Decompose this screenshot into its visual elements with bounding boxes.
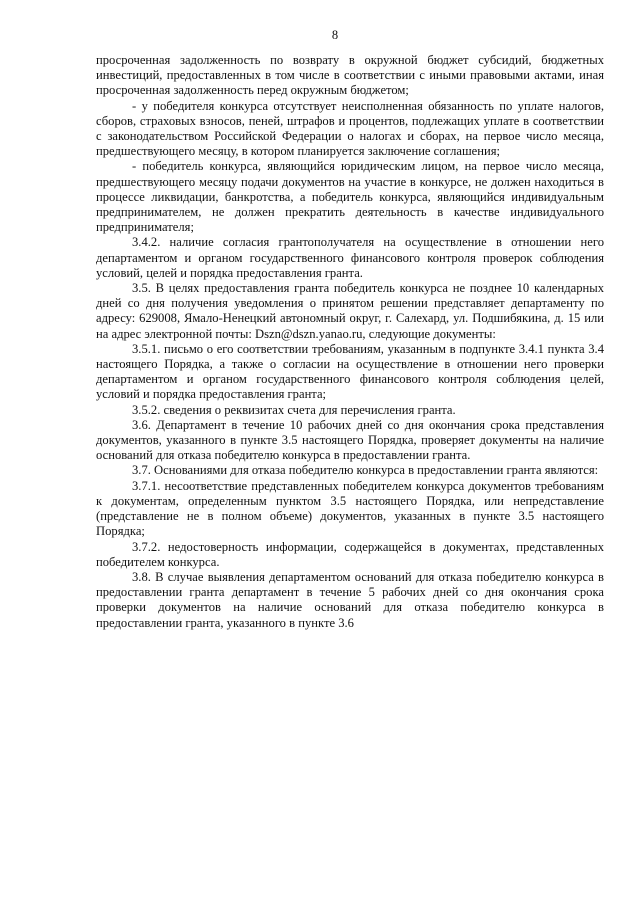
- document-body: [96, 53, 604, 631]
- paragraph: 3.5.1. письмо о его соответствии требованиям, указанным в подпункте 3.4.1 пункта 3.4 настоящего Порядка, а также о согласии на осуществление в отношении него проверки департаментом и органом государственного финансового контроля соблюдения целей, условий и порядка предоставления гранта;: [96, 341, 604, 402]
- paragraph: - у победителя конкурса отсутствует неисполненная обязанность по уплате налогов, сборов, страховых взносов, пеней, штрафов и процентов, подлежащих уплате в соответствии с законодательством Российской Федерации о налогах и сборах, на первое число месяца, предшествующего месяцу, в котором планируется заключение соглашения;: [96, 98, 604, 159]
- paragraph: - победитель конкурса, являющийся юридическим лицом, на первое число месяца, предшествующего месяцу подачи документов на участие в конкурсе, не должен находиться в процессе ликвидации, банкротства, а победитель конкурса, являющийся индивидуальным предпринимателем, не должен прекратить деятельность в качестве индивидуального предпринимателя;: [96, 159, 604, 235]
- paragraph: 3.6. Департамент в течение 10 рабочих дней со дня окончания срока представления документов, указанного в пункте 3.5 настоящего Порядка, проверяет документы на наличие оснований для отказа победителю конкурса в предоставлении гранта.: [96, 417, 604, 463]
- page-number: 8: [331, 28, 339, 42]
- paragraph: просроченная задолженность по возврату в окружной бюджет субсидий, бюджетных инвестиций, предоставленных в том числе в соответствии с иными правовыми актами, иная просроченная задолженность перед окружным бюджетом;: [96, 53, 604, 98]
- paragraph: 3.4.2. наличие согласия грантополучателя на осуществление в отношении него департаментом и органом государственного финансового контроля проверок соблюдения условий, целей и порядка предоставления гранта.: [96, 235, 604, 280]
- paragraph: 3.8. В случае выявления департаментом оснований для отказа победителю конкурса в предоставлении гранта департамент в течение 5 рабочих дней со дня окончания срока проверки документов на наличие оснований для отказа победителю конкурса в предоставлении гранта, указанного в пункте 3.6: [96, 569, 604, 630]
- paragraph: 3.5.2. сведения о реквизитах счета для перечисления гранта.: [132, 402, 456, 417]
- paragraph: 3.7.1. несоответствие представленных победителем конкурса документов требованиям к документам, определенным пунктом 3.5 настоящего Порядка, или непредставление (представление не в полном объеме) документов, указанных в пункте 3.5 настоящего Порядка;: [96, 478, 604, 539]
- paragraph: 3.7. Основаниями для отказа победителю конкурса в предоставлении гранта являются:: [132, 463, 599, 478]
- paragraph: 3.7.2. недостоверность информации, содержащейся в документах, представленных победителем конкурса.: [96, 539, 604, 569]
- paragraph: 3.5. В целях предоставления гранта победитель конкурса не позднее 10 календарных дней со дня получения уведомления о принятом решении представляет департаменту по адресу: 629008, Ямало-Ненецкий автономный округ, г. Салехард, ул. Подшибякина, д. 15 или на адрес электронной почты: Dszn@dszn.yanao.ru, следующие документы:: [96, 281, 604, 341]
